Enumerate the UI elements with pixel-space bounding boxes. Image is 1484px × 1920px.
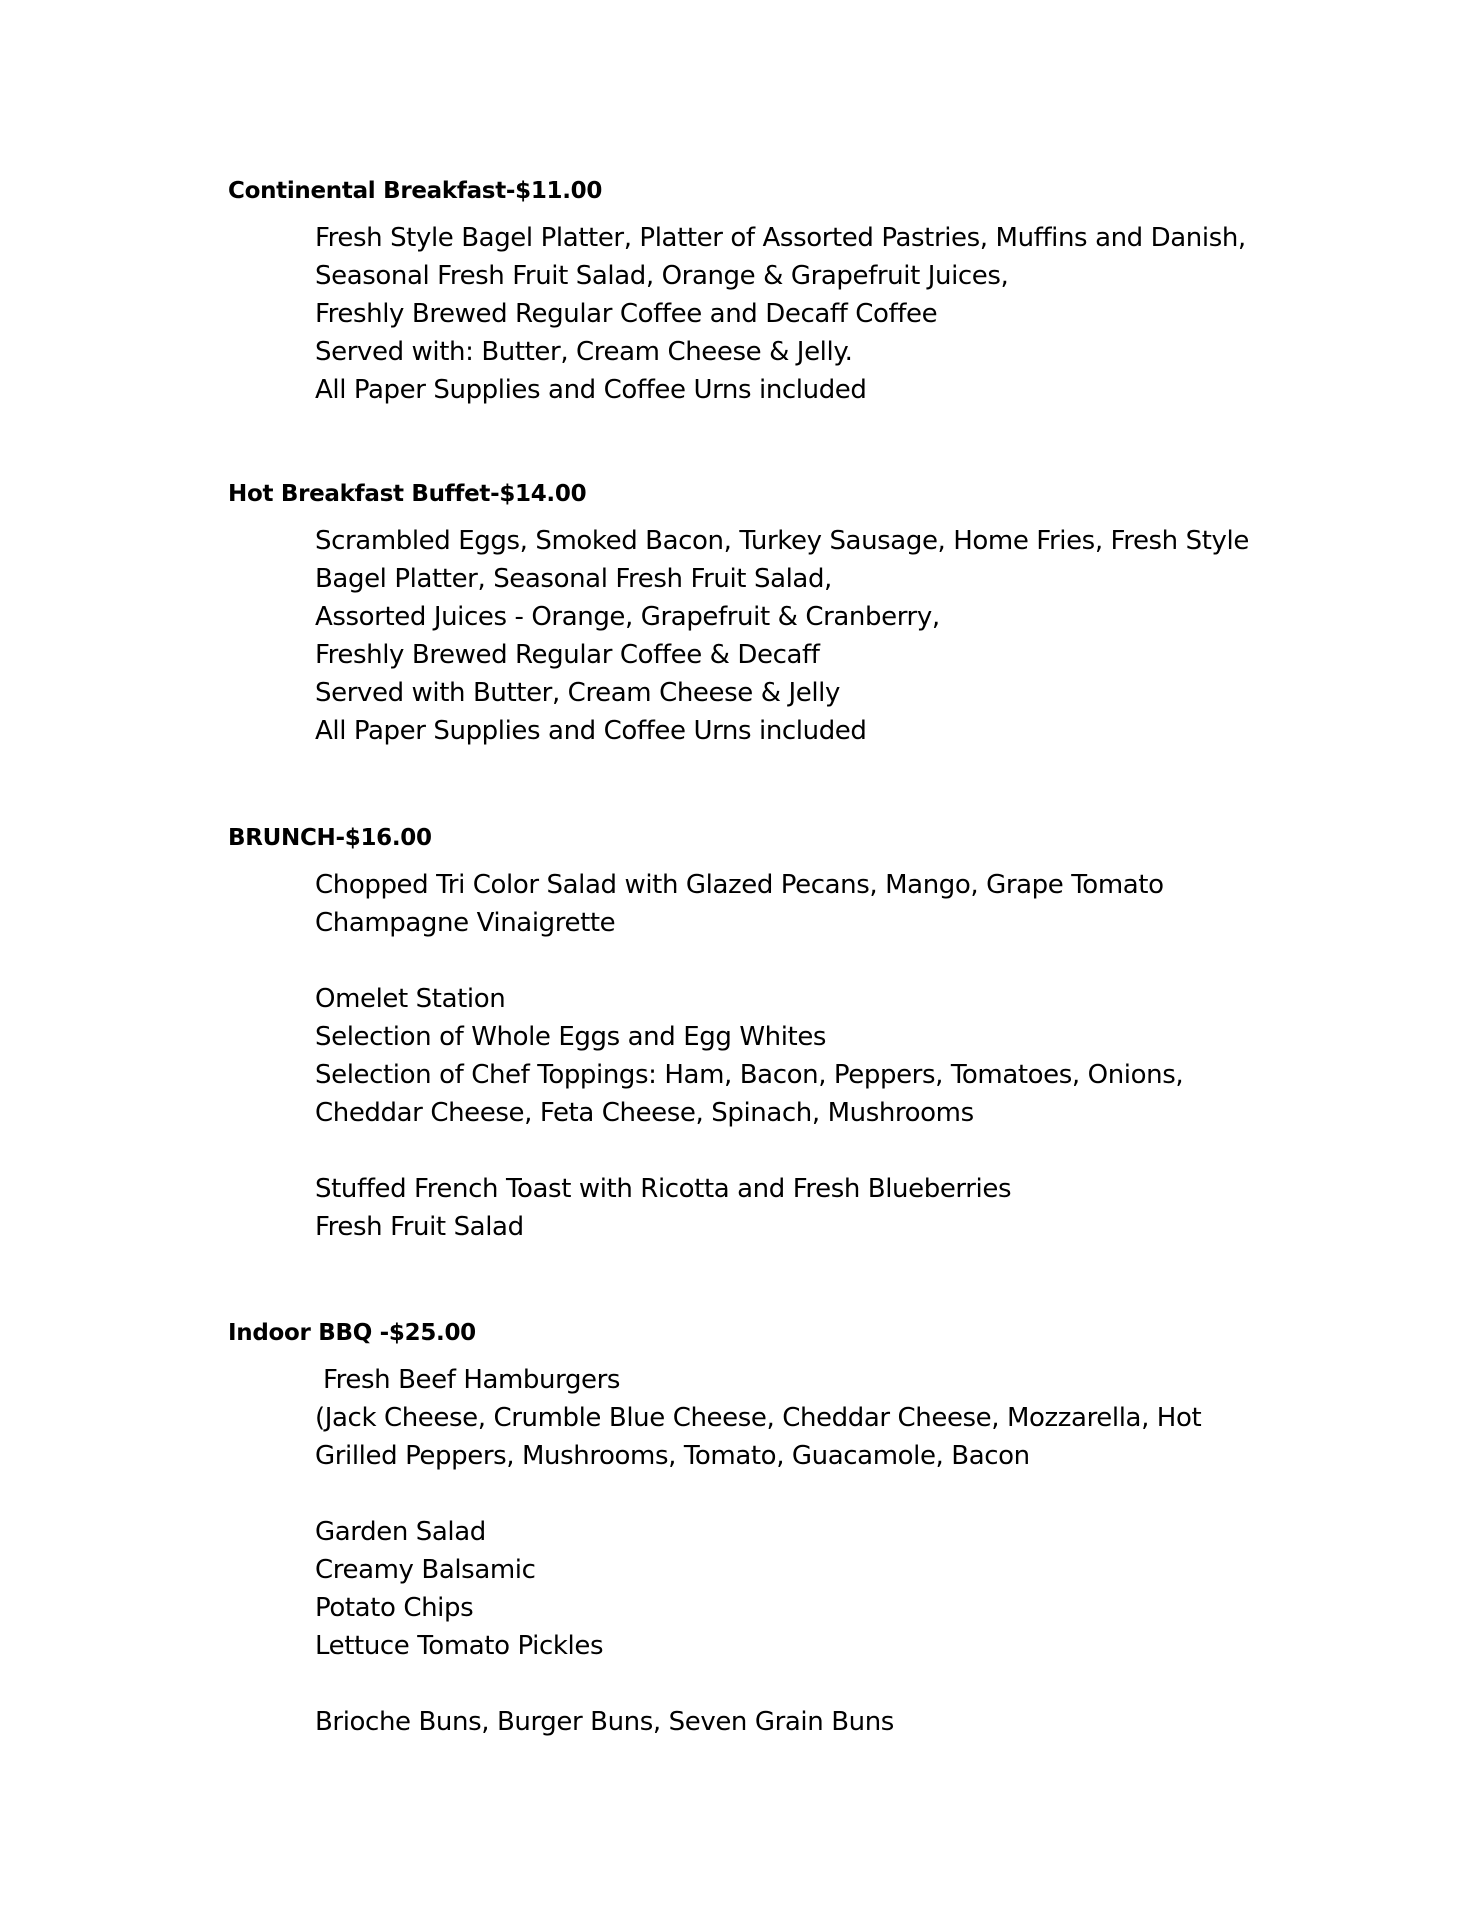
menu-item-line: Potato Chips bbox=[315, 1593, 474, 1623]
menu-item-line: Stuffed French Toast with Ricotta and Fresh Blueberries bbox=[315, 1174, 1012, 1204]
menu-item-line: All Paper Supplies and Coffee Urns included bbox=[315, 375, 867, 405]
menu-item-line: Assorted Juices - Orange, Grapefruit & Cranberry, bbox=[315, 602, 940, 632]
menu-item-line: Served with Butter, Cream Cheese & Jelly bbox=[315, 678, 840, 708]
menu-item-line: Cheddar Cheese, Feta Cheese, Spinach, Mushrooms bbox=[315, 1098, 974, 1128]
menu-item-line: Chopped Tri Color Salad with Glazed Pecans, Mango, Grape Tomato bbox=[315, 870, 1164, 900]
section-heading: Hot Breakfast Buffet-$14.00 bbox=[228, 481, 587, 507]
menu-item-line: Champagne Vinaigrette bbox=[315, 908, 616, 938]
menu-item-line: Garden Salad bbox=[315, 1517, 486, 1547]
section-heading: Indoor BBQ -$25.00 bbox=[228, 1320, 476, 1346]
menu-item-line: Grilled Peppers, Mushrooms, Tomato, Guacamole, Bacon bbox=[315, 1441, 1030, 1471]
menu-item-line: Freshly Brewed Regular Coffee and Decaff Coffee bbox=[315, 299, 938, 329]
section-heading: Continental Breakfast-$11.00 bbox=[228, 178, 603, 204]
menu-item-line: Selection of Whole Eggs and Egg Whites bbox=[315, 1022, 827, 1052]
section-heading: BRUNCH-$16.00 bbox=[228, 825, 432, 851]
menu-item-line: Scrambled Eggs, Smoked Bacon, Turkey Sausage, Home Fries, Fresh Style bbox=[315, 526, 1249, 556]
menu-item-line: Creamy Balsamic bbox=[315, 1555, 536, 1585]
menu-item-line: Bagel Platter, Seasonal Fresh Fruit Salad, bbox=[315, 564, 832, 594]
menu-item-line: Omelet Station bbox=[315, 984, 506, 1014]
menu-item-line: Selection of Chef Toppings: Ham, Bacon, Peppers, Tomatoes, Onions, bbox=[315, 1060, 1184, 1090]
menu-item-line: Brioche Buns, Burger Buns, Seven Grain Buns bbox=[315, 1707, 894, 1737]
menu-item-line: Served with: Butter, Cream Cheese & Jelly. bbox=[315, 337, 853, 367]
menu-item-line: Fresh Fruit Salad bbox=[315, 1212, 524, 1242]
menu-item-line: (Jack Cheese, Crumble Blue Cheese, Cheddar Cheese, Mozzarella, Hot bbox=[315, 1403, 1202, 1433]
menu-item-line: Lettuce Tomato Pickles bbox=[315, 1631, 604, 1661]
menu-item-line: All Paper Supplies and Coffee Urns included bbox=[315, 716, 867, 746]
menu-item-line: Fresh Style Bagel Platter, Platter of Assorted Pastries, Muffins and Danish, bbox=[315, 223, 1246, 253]
menu-item-line: Freshly Brewed Regular Coffee & Decaff bbox=[315, 640, 820, 670]
menu-item-line: Fresh Beef Hamburgers bbox=[323, 1365, 621, 1395]
menu-item-line: Seasonal Fresh Fruit Salad, Orange & Grapefruit Juices, bbox=[315, 261, 1009, 291]
